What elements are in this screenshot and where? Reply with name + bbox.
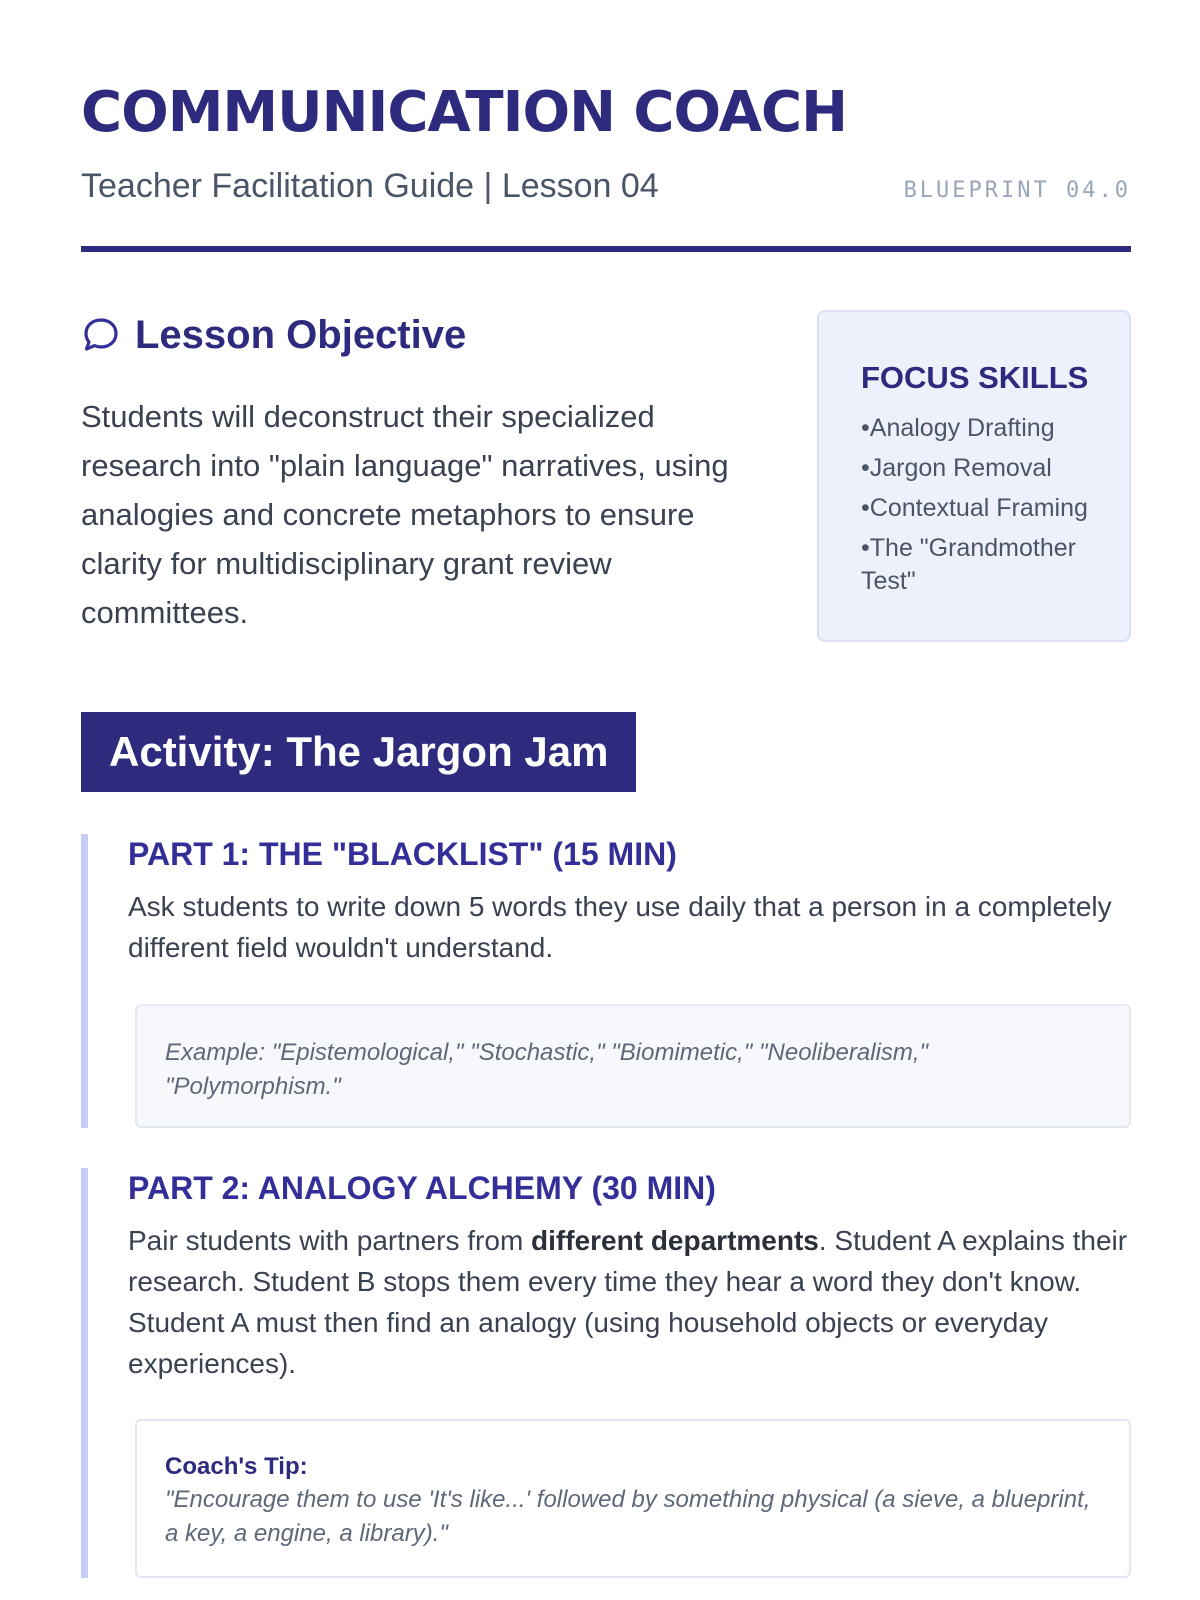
focus-skills-card: [817, 310, 1131, 642]
objective-title: Lesson Objective: [135, 313, 467, 357]
part-2-title: PART 2: ANALOGY ALCHEMY (30 MIN): [128, 1170, 716, 1206]
focus-skill-item: • Contextual Framing: [861, 492, 1109, 525]
part-1-text: Ask students to write down 5 words they use daily that a person in a completely different field wouldn't understand.: [128, 891, 1112, 963]
part-2-text-start: Pair students with partners from: [128, 1225, 532, 1256]
part-2-text-emphasis: different departments: [531, 1225, 819, 1256]
part-1-title: PART 1: THE "BLACKLIST" (15 MIN): [128, 836, 677, 872]
focus-skills-title: FOCUS SKILLS: [861, 360, 1089, 395]
header-divider: [81, 246, 1131, 252]
part-2-text: [128, 1220, 1131, 1384]
page-subtitle: Teacher Facilitation Guide | Lesson 04: [81, 167, 659, 205]
objective-text: Students will deconstruct their specialized research into "plain language" narratives, using analogies and concrete metaphors to ensure clarity for multidisciplinary grant review committees.: [81, 399, 729, 630]
activity-banner: Activity: The Jargon Jam: [81, 712, 636, 792]
coach-tip-label: Coach's Tip:: [165, 1453, 308, 1480]
version-label: BLUEPRINT 04.0: [903, 178, 1131, 203]
activity-part-2: [81, 1168, 1131, 1578]
focus-skill-item: • Jargon Removal: [861, 452, 1109, 485]
focus-skill-item: • Analogy Drafting: [861, 412, 1109, 445]
example-box: Example: "Epistemological," "Stochastic," "Biomimetic," "Neoliberalism," "Polymorphism.": [135, 1004, 1131, 1128]
part-2-text-end: . Student A explains their research. Student B stops them every time they hear a word they don't know. Student A must then find an analogy (using household objects or everyday experiences).: [128, 1225, 1128, 1379]
activity-part-1: [81, 834, 1131, 1128]
chat-bubble-icon: [81, 315, 121, 355]
focus-skill-item: • The "Grandmother Test": [861, 532, 1109, 598]
page-title: COMMUNICATION COACH: [81, 80, 847, 145]
objective-heading: [81, 310, 466, 360]
coach-tip-quote: "Encourage them to use 'It's like...' followed by something physical (a sieve, a blueprint, a key, a engine, a library).": [165, 1486, 1091, 1547]
focus-skills-list: [861, 412, 1109, 598]
coach-tip-box: [135, 1419, 1131, 1578]
